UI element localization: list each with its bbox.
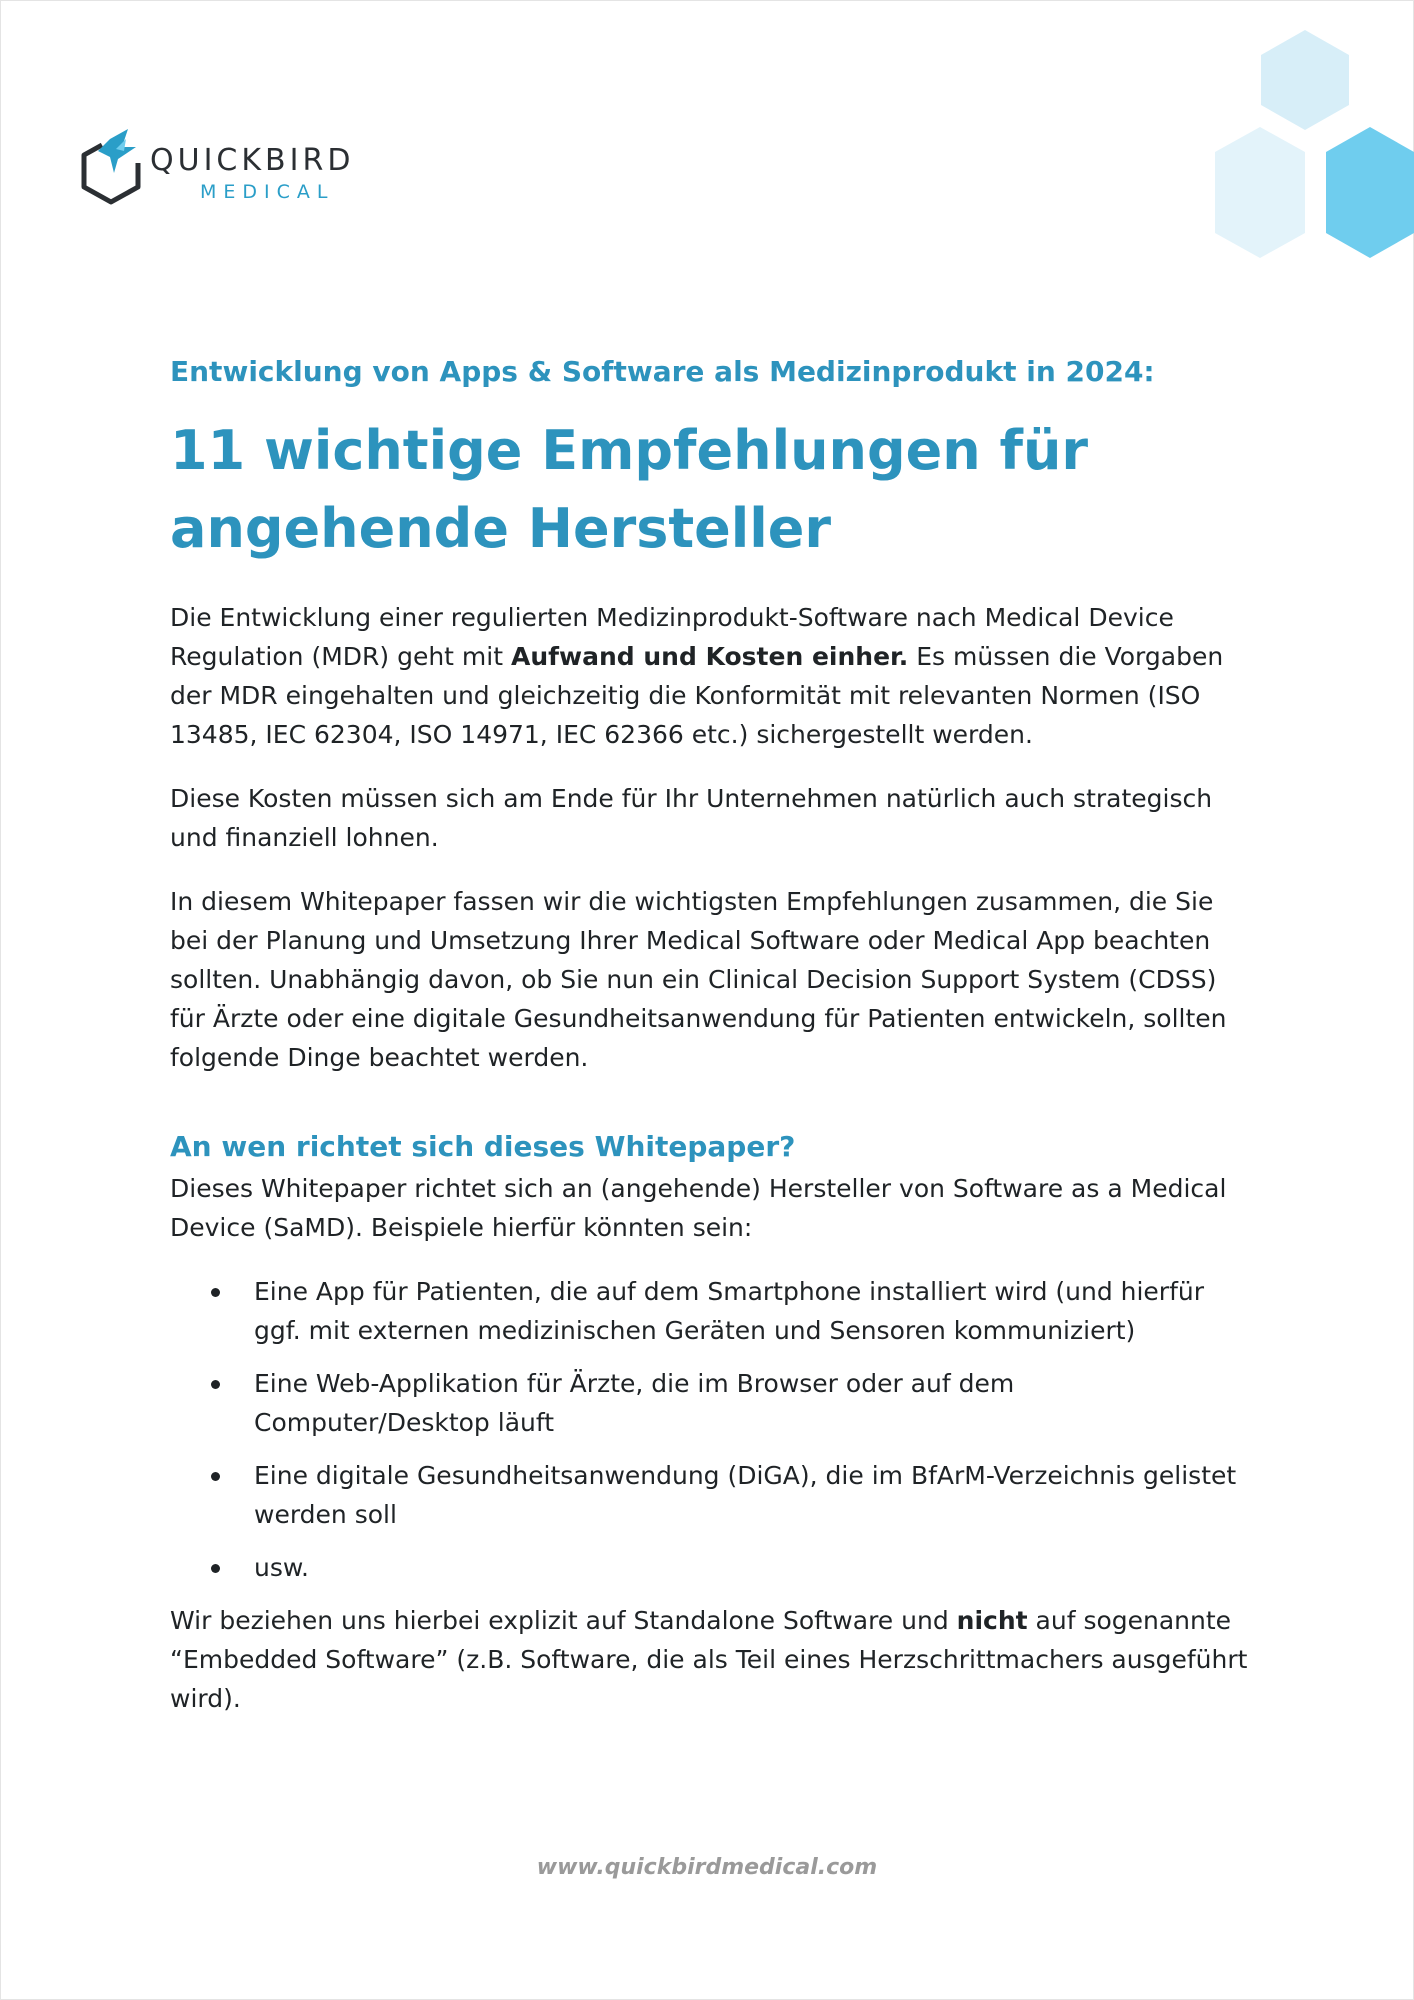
- brand-name: QUICKBIRD: [150, 143, 355, 178]
- intro-p1-text-a: Die Entwicklung einer regulierten Medizinprodukt-Software nach Medical Device Regulation (MDR) geht mit: [170, 603, 1174, 671]
- quickbird-logo-icon: [80, 125, 142, 205]
- list-item-text: Eine Web-Applikation für Ärzte, die im Browser oder auf dem Computer/Desktop läuft: [254, 1369, 1015, 1437]
- footer-website-link[interactable]: www.quickbirdmedical.com: [536, 1855, 878, 1880]
- intro-p1-text-b: Es müssen die Vorgaben der MDR eingehalten und gleichzeitig die Konformität mit relevanten Normen (ISO 13485, IEC 62304, ISO 14971, IEC 62366 etc.) sichergestellt werden.: [170, 642, 1224, 749]
- section-intro: Dieses Whitepaper richtet sich an (angehende) Hersteller von Software as a Medical Device (SaMD). Beispiele hierfür könnten sein:: [170, 1174, 1227, 1242]
- list-item-text: Eine digitale Gesundheitsanwendung (DiGA), die im BfArM-Verzeichnis gelistet werden soll: [254, 1461, 1237, 1529]
- document-content: [170, 350, 1250, 1743]
- list-item: [254, 1456, 1250, 1534]
- intro-paragraph-1: [170, 598, 1250, 754]
- closing-bold: nicht: [956, 1606, 1028, 1635]
- title-line-1: 11 wichtige Empfehlungen für: [170, 419, 1089, 482]
- intro-paragraph-3: In diesem Whitepaper fassen wir die wichtigsten Empfehlungen zusammen, die Sie bei der Planung und Umsetzung Ihrer Medical Software oder Medical App beachten sollten. Unabhängig davon, ob Sie nun ein Clinical Decision Support System (CDSS) für Ärzte oder eine digitale Gesundheitsanwendung für Patienten entwickeln, sollten folgende Dinge beachtet werden.: [170, 887, 1227, 1072]
- bullet-icon: [211, 1472, 220, 1481]
- list-item-text: Eine App für Patienten, die auf dem Smartphone installiert wird (und hierfür ggf. mit externen medizinischen Geräten und Sensoren kommuniziert): [254, 1277, 1205, 1345]
- closing-text-a: Wir beziehen uns hierbei explizit auf Standalone Software und: [170, 1606, 957, 1635]
- list-item-text: usw.: [254, 1553, 309, 1582]
- document-title: [170, 412, 1250, 568]
- section-heading: An wen richtet sich dieses Whitepaper?: [170, 1130, 796, 1163]
- title-line-2: angehende Hersteller: [170, 497, 832, 560]
- bullet-icon: [211, 1564, 220, 1573]
- brand-subtitle: MEDICAL: [200, 181, 335, 203]
- bullet-icon: [211, 1380, 220, 1389]
- closing-text-b: auf sogenannte “Embedded Software” (z.B. Software, die als Teil eines Herzschrittmachers ausgeführt wird).: [170, 1606, 1248, 1713]
- hexagon-right: [1326, 127, 1414, 258]
- hexagon-left: [1215, 127, 1305, 258]
- document-kicker: Entwicklung von Apps & Software als Medizinprodukt in 2024:: [170, 355, 1155, 388]
- bullet-icon: [211, 1288, 220, 1297]
- closing-paragraph: [170, 1601, 1250, 1718]
- list-item: [254, 1272, 1250, 1350]
- decorative-hexagons: [1200, 20, 1414, 290]
- intro-p1-bold: Aufwand und Kosten einher.: [510, 642, 909, 671]
- intro-paragraph-2: Diese Kosten müssen sich am Ende für Ihr Unternehmen natürlich auch strategisch und finanziell lohnen.: [170, 784, 1213, 852]
- examples-list: [170, 1272, 1250, 1587]
- hexagon-top: [1261, 30, 1349, 130]
- list-item: [254, 1364, 1250, 1442]
- list-item: [254, 1548, 1250, 1587]
